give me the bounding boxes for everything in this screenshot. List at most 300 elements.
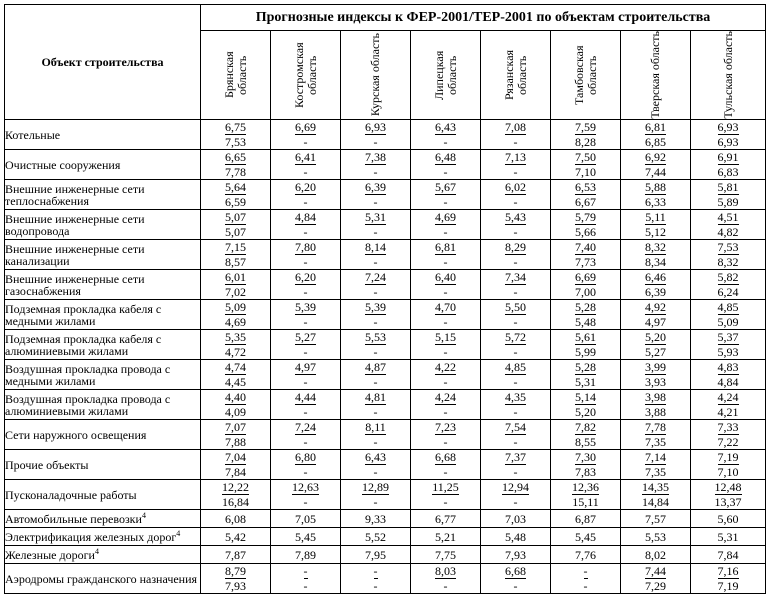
index-cell — [481, 528, 551, 546]
object-name-text: Электрификация железных дорог — [5, 529, 177, 544]
index-cell — [201, 240, 271, 270]
index-cell — [341, 210, 411, 240]
ter-index-value: - — [373, 405, 378, 419]
ter-index-value: 5,07 — [225, 225, 246, 239]
fer-index-value: 4,87 — [365, 360, 386, 374]
index-cell — [481, 450, 551, 480]
region-label: Липецкая область — [431, 50, 459, 100]
region-header — [201, 31, 271, 120]
region-label: Курская область — [368, 33, 382, 117]
index-cell — [201, 180, 271, 210]
ter-index-value: 4,45 — [225, 375, 246, 389]
table-row — [5, 564, 766, 594]
table-row — [5, 180, 766, 210]
ter-index-value: 4,69 — [225, 315, 246, 329]
object-name — [5, 150, 201, 180]
ter-index-value: 7,00 — [575, 285, 596, 299]
index-cell — [411, 450, 481, 480]
index-cell — [411, 564, 481, 594]
table-body — [5, 120, 766, 594]
fer-index-value: 7,04 — [225, 450, 246, 464]
fer-index-value: 5,31 — [365, 210, 386, 224]
index-cell — [481, 360, 551, 390]
object-name-text: Подземная прокладка кабеля с алюминиевыми жилами — [5, 331, 162, 358]
fer-index-value: 5,82 — [717, 270, 739, 284]
fer-index-value: 7,24 — [365, 270, 386, 284]
index-cell — [691, 180, 766, 210]
index-cell — [411, 528, 481, 546]
index-cell — [411, 240, 481, 270]
ter-index-value: - — [303, 255, 308, 269]
fer-index-value: - — [583, 564, 588, 578]
fer-index-value: 3,98 — [645, 390, 666, 404]
region-label: Рязанская область — [501, 49, 529, 101]
fer-index-value: 7,19 — [717, 450, 739, 464]
index-cell — [621, 564, 691, 594]
ter-index-value: - — [303, 405, 308, 419]
fer-index-value: 4,24 — [435, 390, 456, 404]
ter-index-value: 5,12 — [645, 225, 666, 239]
object-name-text: Сети наружного освещения — [5, 427, 147, 442]
ter-index-value: - — [513, 195, 518, 209]
fer-index-value: 12,94 — [502, 480, 529, 494]
index-cell — [341, 528, 411, 546]
index-cell — [341, 360, 411, 390]
index-cell — [551, 564, 621, 594]
ter-index-value: 7,29 — [645, 579, 666, 593]
ter-index-value: - — [513, 495, 518, 509]
index-value: 7,75 — [435, 547, 456, 562]
region-header — [271, 31, 341, 120]
ter-index-value: - — [443, 255, 448, 269]
table-row — [5, 420, 766, 450]
ter-index-value: - — [373, 345, 378, 359]
ter-index-value: - — [513, 285, 518, 299]
index-cell — [691, 330, 766, 360]
table-row — [5, 300, 766, 330]
index-cell — [481, 300, 551, 330]
table-row — [5, 210, 766, 240]
index-cell — [341, 390, 411, 420]
ter-index-value: 13,37 — [714, 495, 742, 509]
index-cell — [551, 360, 621, 390]
ter-index-value: - — [443, 135, 448, 149]
fer-index-value: 5,35 — [225, 330, 246, 344]
ter-index-value: - — [443, 195, 448, 209]
index-cell — [201, 120, 271, 150]
ter-index-value: 7,10 — [717, 465, 739, 479]
region-header — [621, 31, 691, 120]
index-cell — [481, 180, 551, 210]
ter-index-value: 5,27 — [645, 345, 666, 359]
table-row — [5, 528, 766, 546]
fer-index-value: 7,16 — [717, 564, 739, 578]
index-cell — [551, 300, 621, 330]
object-name — [5, 270, 201, 300]
fer-index-value: 4,24 — [717, 390, 739, 404]
table-row — [5, 150, 766, 180]
index-cell — [341, 270, 411, 300]
ter-index-value: 6,59 — [225, 195, 246, 209]
index-cell — [621, 150, 691, 180]
fer-index-value: 7,59 — [575, 120, 596, 134]
ter-index-value: 5,93 — [717, 345, 739, 359]
index-cell — [271, 360, 341, 390]
fer-index-value: 5,11 — [645, 210, 666, 224]
table-row — [5, 546, 766, 564]
fer-index-value: 5,43 — [505, 210, 526, 224]
index-value: 5,52 — [365, 529, 386, 544]
fer-index-value: 4,70 — [435, 300, 456, 314]
fer-index-value: 7,40 — [575, 240, 596, 254]
index-cell — [271, 420, 341, 450]
object-name — [5, 546, 201, 564]
object-name — [5, 528, 201, 546]
fer-index-value: 6,46 — [645, 270, 666, 284]
fer-index-value: 4,51 — [717, 210, 739, 224]
index-cell — [201, 528, 271, 546]
index-cell — [341, 450, 411, 480]
fer-index-value: 4,92 — [645, 300, 666, 314]
index-cell — [411, 510, 481, 528]
fer-index-value: 4,83 — [717, 360, 739, 374]
fer-index-value: 5,20 — [645, 330, 666, 344]
ter-index-value: - — [443, 375, 448, 389]
ter-index-value: 7,84 — [225, 465, 246, 479]
index-cell — [481, 564, 551, 594]
ter-index-value: 5,31 — [575, 375, 596, 389]
fer-index-value: 7,78 — [645, 420, 666, 434]
index-cell — [621, 210, 691, 240]
ter-index-value: 16,84 — [222, 495, 249, 509]
fer-index-value: 6,93 — [365, 120, 386, 134]
index-cell — [551, 240, 621, 270]
index-cell — [691, 300, 766, 330]
index-cell — [271, 150, 341, 180]
index-cell — [341, 120, 411, 150]
fer-index-value: 5,09 — [225, 300, 246, 314]
index-cell — [481, 420, 551, 450]
fer-index-value: 12,89 — [362, 480, 389, 494]
index-cell — [411, 300, 481, 330]
index-cell — [551, 546, 621, 564]
fer-index-value: 6,39 — [365, 180, 386, 194]
object-name-text: Внешние инженерные сети канализации — [5, 241, 145, 268]
ter-index-value: 14,84 — [642, 495, 669, 509]
fer-index-value: 8,14 — [365, 240, 386, 254]
ter-index-value: - — [443, 579, 448, 593]
index-cell — [551, 330, 621, 360]
index-cell — [691, 360, 766, 390]
fer-index-value: 6,48 — [435, 150, 456, 164]
region-header — [341, 31, 411, 120]
object-name-text: Воздушная прокладка провода с медными жилами — [5, 361, 171, 388]
ter-index-value: 5,20 — [575, 405, 596, 419]
fer-index-value: 6,68 — [435, 450, 456, 464]
fer-index-value: 7,50 — [575, 150, 596, 164]
region-header — [411, 31, 481, 120]
fer-index-value: 4,22 — [435, 360, 456, 374]
fer-index-value: 7,24 — [295, 420, 316, 434]
index-cell — [691, 270, 766, 300]
fer-index-value: 6,20 — [295, 270, 316, 284]
fer-index-value: 5,79 — [575, 210, 596, 224]
index-value: 7,76 — [575, 547, 596, 562]
object-name — [5, 420, 201, 450]
index-cell — [201, 150, 271, 180]
index-cell — [481, 150, 551, 180]
table-row — [5, 240, 766, 270]
ter-index-value: 8,28 — [575, 135, 596, 149]
fer-index-value: 4,44 — [295, 390, 316, 404]
index-cell — [691, 210, 766, 240]
ter-index-value: - — [513, 315, 518, 329]
fer-index-value: 6,69 — [295, 120, 316, 134]
fer-index-value: 8,79 — [225, 564, 246, 578]
fer-index-value: 4,69 — [435, 210, 456, 224]
ter-index-value: 5,09 — [717, 315, 739, 329]
fer-index-value: 4,35 — [505, 390, 526, 404]
fer-index-value: 4,97 — [295, 360, 316, 374]
fer-index-value: 5,15 — [435, 330, 456, 344]
index-cell — [201, 480, 271, 510]
index-cell — [201, 390, 271, 420]
index-cell — [411, 270, 481, 300]
index-cell — [621, 300, 691, 330]
ter-index-value: - — [373, 285, 378, 299]
ter-index-value: - — [443, 345, 448, 359]
index-cell — [481, 210, 551, 240]
ter-index-value: 7,35 — [645, 435, 666, 449]
ter-index-value: - — [303, 225, 308, 239]
fer-index-value: 8,03 — [435, 564, 456, 578]
index-value: 5,45 — [295, 529, 316, 544]
index-cell — [201, 300, 271, 330]
ter-index-value: 6,85 — [645, 135, 666, 149]
index-cell — [621, 270, 691, 300]
index-cell — [691, 150, 766, 180]
ter-index-value: 4,82 — [717, 225, 739, 239]
index-cell — [481, 270, 551, 300]
index-cell — [201, 360, 271, 390]
ter-index-value: - — [513, 465, 518, 479]
ter-index-value: 3,93 — [645, 375, 666, 389]
ter-index-value: - — [443, 165, 448, 179]
fer-index-value: 6,92 — [645, 150, 666, 164]
ter-index-value: - — [303, 315, 308, 329]
index-cell — [271, 180, 341, 210]
ter-index-value: 6,93 — [717, 135, 739, 149]
fer-index-value: 7,44 — [645, 564, 666, 578]
ter-index-value: 6,39 — [645, 285, 666, 299]
fer-index-value: 5,67 — [435, 180, 456, 194]
ter-index-value: - — [443, 465, 448, 479]
ter-index-value: - — [443, 405, 448, 419]
index-cell — [201, 420, 271, 450]
object-name — [5, 240, 201, 270]
index-cell — [271, 210, 341, 240]
fer-index-value: 5,64 — [225, 180, 246, 194]
index-cell — [411, 210, 481, 240]
region-label: Тамбовская область — [571, 45, 599, 105]
index-cell — [691, 120, 766, 150]
index-cell — [621, 528, 691, 546]
fer-index-value: 4,84 — [295, 210, 316, 224]
index-value: 6,08 — [225, 511, 246, 526]
index-cell — [481, 390, 551, 420]
index-cell — [691, 564, 766, 594]
index-cell — [411, 120, 481, 150]
index-cell — [411, 150, 481, 180]
region-header — [481, 31, 551, 120]
ter-index-value: - — [373, 435, 378, 449]
table-row — [5, 330, 766, 360]
index-cell — [411, 420, 481, 450]
fer-index-value: 6,53 — [575, 180, 596, 194]
index-value: 6,77 — [435, 511, 456, 526]
ter-index-value: 4,09 — [225, 405, 246, 419]
ter-index-value: - — [583, 579, 588, 593]
object-name — [5, 390, 201, 420]
object-name — [5, 450, 201, 480]
index-cell — [271, 480, 341, 510]
object-name — [5, 330, 201, 360]
ter-index-value: - — [373, 135, 378, 149]
index-cell — [341, 180, 411, 210]
ter-index-value: - — [443, 315, 448, 329]
fer-index-value: 6,81 — [435, 240, 456, 254]
ter-index-value: - — [303, 579, 308, 593]
fer-index-value: 5,28 — [575, 300, 596, 314]
index-cell — [621, 360, 691, 390]
fer-index-value: 7,08 — [505, 120, 526, 134]
index-value: 5,48 — [505, 529, 526, 544]
index-cell — [271, 240, 341, 270]
index-value: 5,45 — [575, 529, 596, 544]
fer-index-value: 5,72 — [505, 330, 526, 344]
object-name-text: Воздушная прокладка провода с алюминиевыми жилами — [5, 391, 171, 418]
fer-index-value: 5,07 — [225, 210, 246, 224]
ter-index-value: 3,88 — [645, 405, 666, 419]
ter-index-value: - — [373, 225, 378, 239]
fer-index-value: 12,22 — [222, 480, 249, 494]
ter-index-value: - — [443, 435, 448, 449]
ter-index-value: - — [373, 579, 378, 593]
index-cell — [411, 390, 481, 420]
index-cell — [341, 300, 411, 330]
ter-index-value: 5,66 — [575, 225, 596, 239]
index-value: 7,95 — [365, 547, 386, 562]
ter-index-value: - — [303, 495, 308, 509]
fer-index-value: 5,39 — [295, 300, 316, 314]
table-row — [5, 450, 766, 480]
ter-index-value: 7,78 — [225, 165, 246, 179]
index-cell — [271, 390, 341, 420]
ter-index-value: 5,89 — [717, 195, 739, 209]
ter-index-value: 7,73 — [575, 255, 596, 269]
ter-index-value: 7,02 — [225, 285, 246, 299]
ter-index-value: - — [513, 375, 518, 389]
table-title: Прогнозные индексы к ФЕР-2001/ТЕР-2001 по объектам строительства — [201, 5, 766, 31]
index-value: 5,42 — [225, 529, 246, 544]
index-cell — [621, 240, 691, 270]
index-cell — [341, 240, 411, 270]
index-cell — [551, 180, 621, 210]
fer-index-value: 5,50 — [505, 300, 526, 314]
table-row — [5, 360, 766, 390]
fer-index-value: 14,35 — [642, 480, 669, 494]
fer-index-value: 6,40 — [435, 270, 456, 284]
ter-index-value: - — [443, 225, 448, 239]
index-cell — [551, 210, 621, 240]
fer-index-value: 5,88 — [645, 180, 666, 194]
index-cell — [481, 120, 551, 150]
fer-index-value: 4,74 — [225, 360, 246, 374]
fer-index-value: 6,68 — [505, 564, 526, 578]
fer-index-value: 7,34 — [505, 270, 526, 284]
index-cell — [271, 270, 341, 300]
index-cell — [551, 480, 621, 510]
index-cell — [621, 420, 691, 450]
index-cell — [691, 420, 766, 450]
fer-index-value: 7,82 — [575, 420, 596, 434]
ter-index-value: - — [303, 135, 308, 149]
ter-index-value: - — [513, 135, 518, 149]
index-value: 9,33 — [365, 511, 386, 526]
fer-index-value: 12,63 — [292, 480, 319, 494]
footnote-marker: 4 — [141, 510, 146, 520]
index-cell — [551, 150, 621, 180]
ter-index-value: - — [513, 165, 518, 179]
object-name-text: Подземная прокладка кабеля с медными жилами — [5, 301, 162, 328]
object-name-text: Железные дороги — [5, 547, 95, 562]
fer-index-value: 5,14 — [575, 390, 596, 404]
ter-index-value: 6,67 — [575, 195, 596, 209]
fer-index-value: 6,81 — [645, 120, 666, 134]
fer-index-value: 8,11 — [365, 420, 386, 434]
fer-index-value: 5,81 — [717, 180, 739, 194]
ter-index-value: - — [303, 285, 308, 299]
index-cell — [691, 450, 766, 480]
fer-index-value: 4,40 — [225, 390, 246, 404]
ter-index-value: - — [373, 165, 378, 179]
object-name — [5, 360, 201, 390]
ter-index-value: 4,72 — [225, 345, 246, 359]
object-name — [5, 510, 201, 528]
index-value: 7,87 — [225, 547, 246, 562]
index-cell — [691, 546, 766, 564]
index-cell — [271, 564, 341, 594]
ter-index-value: 4,97 — [645, 315, 666, 329]
fer-index-value: 6,01 — [225, 270, 246, 284]
fer-index-value: 6,93 — [717, 120, 739, 134]
ter-index-value: 7,35 — [645, 465, 666, 479]
index-cell — [201, 546, 271, 564]
index-value: 7,93 — [505, 547, 526, 562]
fer-index-value: 6,69 — [575, 270, 596, 284]
fer-index-value: 4,81 — [365, 390, 386, 404]
footnote-marker: 4 — [176, 528, 181, 538]
ter-index-value: - — [303, 165, 308, 179]
fer-index-value: 7,54 — [505, 420, 526, 434]
fer-index-value: 11,25 — [432, 480, 459, 494]
index-value: 5,53 — [645, 529, 666, 544]
index-value: 5,60 — [717, 511, 739, 526]
ter-index-value: 4,84 — [717, 375, 739, 389]
fer-index-value: 6,65 — [225, 150, 246, 164]
object-name — [5, 210, 201, 240]
index-cell — [481, 546, 551, 564]
